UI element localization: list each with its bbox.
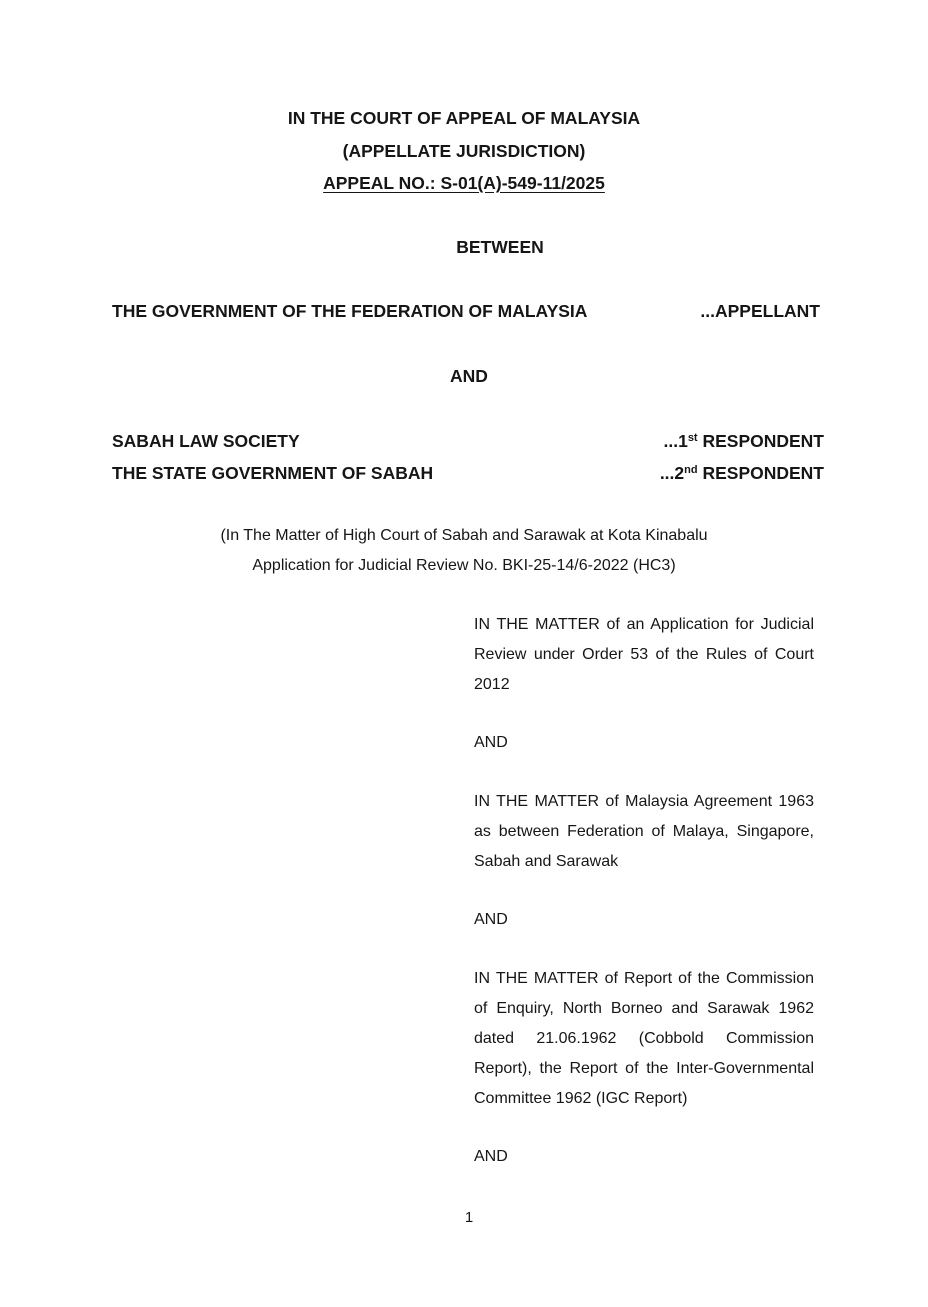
matter-paragraph: IN THE MATTER of an Application for Judicial Review under Order 53 of the Rules of Court 2012: [474, 616, 814, 693]
matter-note-line-1: (In The Matter of High Court of Sabah and Sarawak at Kota Kinabalu: [220, 527, 708, 544]
respondent-2-role-prefix: ...2: [659, 463, 685, 483]
appeal-number-text: APPEAL NO.: S-01(A)-549-11/2025: [323, 173, 605, 193]
respondent-2-role-suffix: RESPONDENT: [697, 463, 824, 483]
court-title: IN THE COURT OF APPEAL OF MALAYSIA: [287, 108, 641, 128]
matter-paragraph: IN THE MATTER of Malaysia Agreement 1963 as between Federation of Malaya, Singapore, Sabah and Sarawak: [474, 793, 814, 870]
appellant-role: ...APPELLANT: [700, 301, 820, 321]
respondent-2-name: THE STATE GOVERNMENT OF SABAH: [112, 463, 434, 483]
appellant-name: THE GOVERNMENT OF THE FEDERATION OF MALAYSIA: [112, 301, 588, 321]
matter-and: AND: [474, 734, 508, 751]
matter-and: AND: [474, 1148, 508, 1165]
jurisdiction-title: (APPELLATE JURISDICTION): [342, 141, 586, 161]
matters-column: [474, 610, 814, 1172]
page-number: 1: [464, 1209, 474, 1226]
respondent-2-role-sup: nd: [684, 464, 698, 476]
between-label: BETWEEN: [456, 237, 544, 257]
respondent-1-name: SABAH LAW SOCIETY: [112, 431, 300, 451]
matter-paragraph: IN THE MATTER of Report of the Commission of Enquiry, North Borneo and Sarawak 1962 dated 21.06.1962 (Cobbold Commission Report), the Report of the Inter-Governmental Committee 1962 (IGC Report): [474, 970, 814, 1107]
respondent-1-role-suffix: RESPONDENT: [697, 431, 824, 451]
matter-and: AND: [474, 911, 508, 928]
respondent-1-role-sup: st: [687, 432, 698, 444]
and-label: AND: [450, 366, 488, 386]
respondent-1-role-prefix: ...1: [663, 431, 688, 451]
respondent-2-role: [660, 463, 824, 484]
respondent-1-role: [663, 431, 824, 452]
matter-note-line-2: Application for Judicial Review No. BKI-25-14/6-2022 (HC3): [252, 557, 676, 574]
appeal-number: [0, 173, 928, 194]
